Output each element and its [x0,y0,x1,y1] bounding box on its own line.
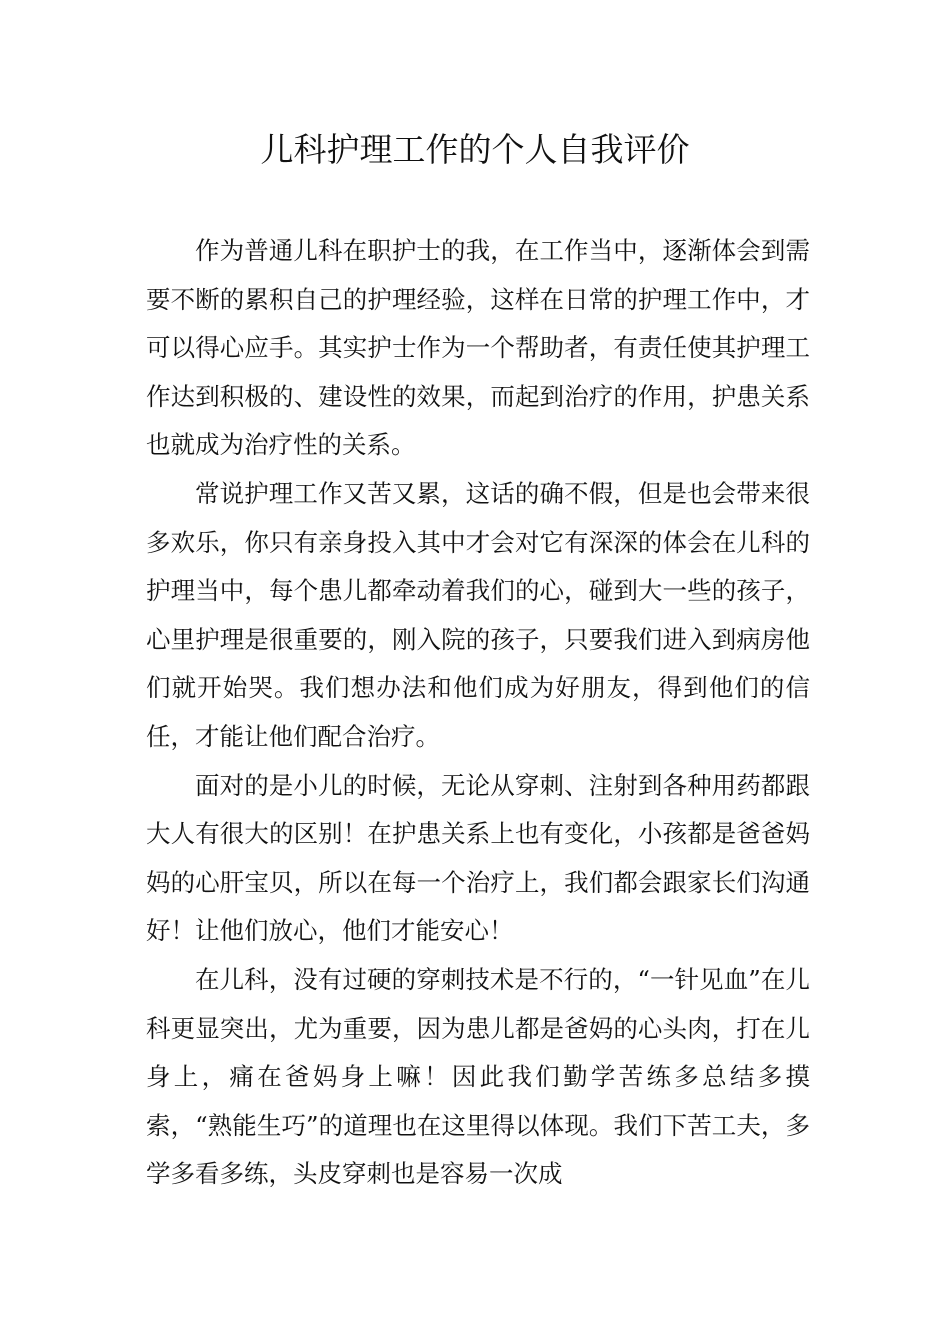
document-title: 儿科护理工作的个人自我评价 [260,130,690,169]
paragraph-1: 作为普通儿科在职护士的我，在工作当中，逐渐体会到需要不断的累积自己的护理经验，这样在日常的护理工作中，才可以得心应手。其实护士作为一个帮助者，有责任使其护理工作达到积极的、建设性的效果，而起到治疗的作用，护患关系也就成为治疗性的关系。 [146,236,810,460]
document-body [146,227,810,1199]
paragraph-4: 在儿科，没有过硬的穿刺技术是不行的，“一针见血”在儿科更显突出，尤为重要，因为患儿都是爸妈的心头肉，打在儿身上，痛在爸妈身上嘛！因此我们勤学苦练多总结多摸索，“熟能生巧”的道理也在这里得以体现。我们下苦工夫，多学多看多练，头皮穿刺也是容易一次成 [146,964,810,1189]
paragraph-3: 面对的是小儿的时候，无论从穿刺、注射到各种用药都跟大人有很大的区别！在护患关系上也有变化，小孩都是爸爸妈妈的心肝宝贝，所以在每一个治疗上，我们都会跟家长们沟通好！让他们放心，他们才能安心！ [146,770,810,946]
paragraph-2: 常说护理工作又苦又累，这话的确不假，但是也会带来很多欢乐，你只有亲身投入其中才会对它有深深的体会在儿科的护理当中，每个患儿都牵动着我们的心，碰到大一些的孩子，心里护理是很重要的，刚入院的孩子，只要我们进入到病房他们就开始哭。我们想办法和他们成为好朋友，得到他们的信任，才能让他们配合治疗。 [146,478,810,751]
